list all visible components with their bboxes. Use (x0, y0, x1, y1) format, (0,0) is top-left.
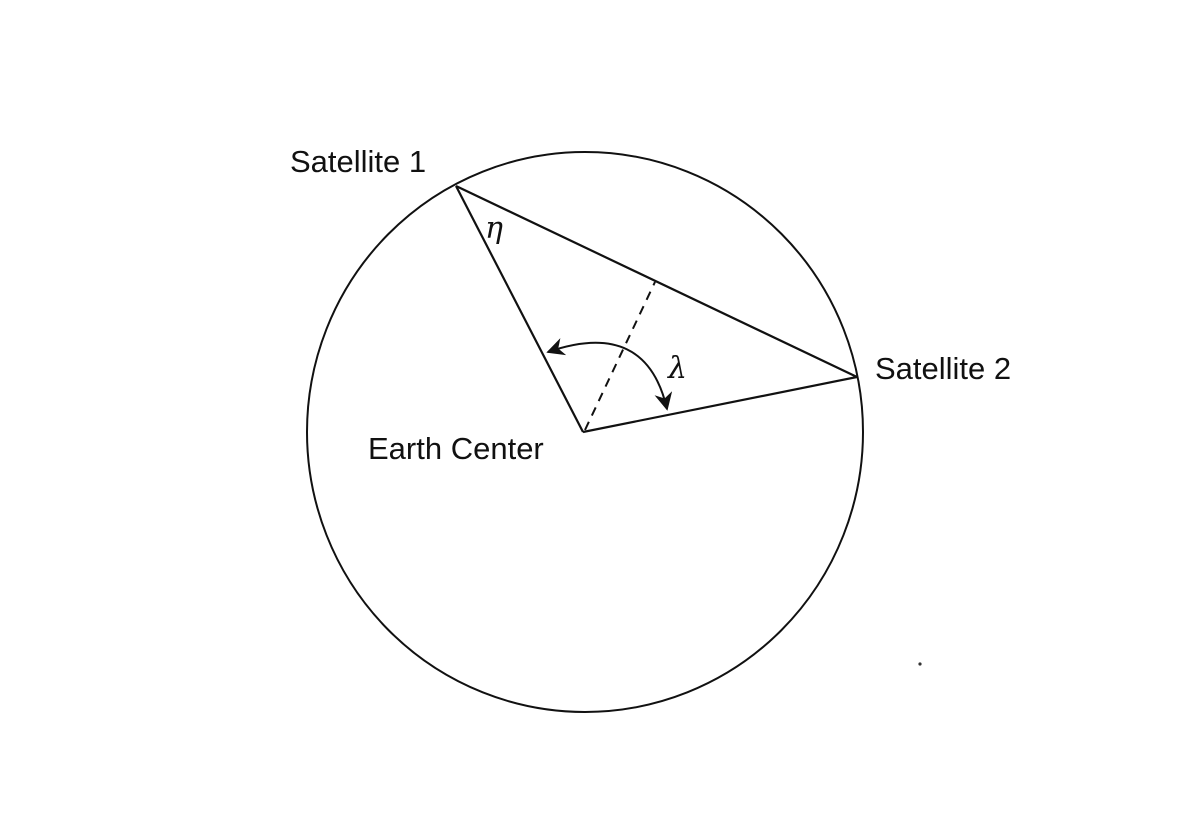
line-earth-center-to-satellite-2 (583, 377, 857, 432)
line-satellite-1-to-satellite-2 (456, 186, 857, 377)
earth-center-label: Earth Center (368, 431, 544, 466)
satellite-1-label: Satellite 1 (290, 144, 427, 179)
line-earth-center-to-satellite-1 (456, 186, 583, 432)
scan-speck (918, 662, 921, 665)
lambda-symbol: λ (668, 351, 688, 386)
eta-symbol: η (485, 211, 503, 246)
dashed-perpendicular-line (585, 282, 655, 430)
satellite-2-label: Satellite 2 (875, 351, 1012, 386)
